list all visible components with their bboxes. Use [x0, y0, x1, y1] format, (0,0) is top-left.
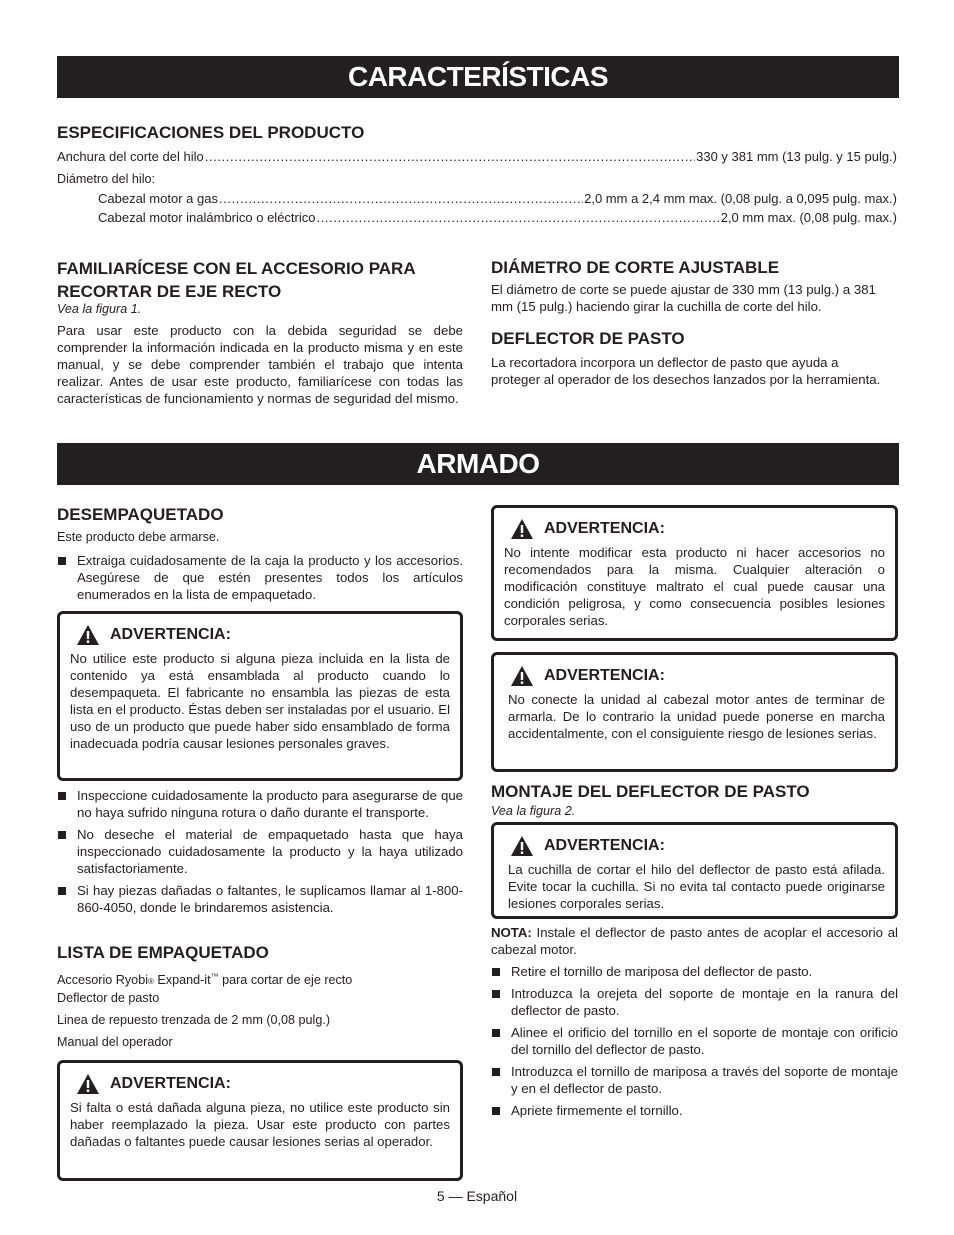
spec-label: Cabezal motor inalámbrico o eléctrico: [98, 210, 316, 225]
list-item: Introduzca el tornillo de mariposa a través del soporte de montaje y en el deflector de pasto.: [491, 1063, 898, 1097]
spec-row-cut-width: [57, 148, 897, 165]
warning-label: ADVERTENCIA:: [110, 626, 231, 643]
section-title-armado: ARMADO: [57, 443, 899, 485]
warning-label: ADVERTENCIA:: [544, 667, 665, 684]
warning-text: No intente modificar esta producto ni hacer accesorios no recomendados para la misma. Cualquier alteración o modificación constituye maltrato el cual puede causar una condición peligrosa, y como consecuencia posibles lesiones corporales serias.: [504, 545, 885, 628]
montaje-steps: [491, 963, 898, 1124]
warning-box: [57, 611, 463, 781]
desempaquetado-intro: Este producto debe armarse.: [57, 530, 220, 544]
leader-dots: [316, 209, 719, 226]
list-item: No deseche el material de empaquetado hasta que haya inspeccionado cuidadosamente la producto y la haya utilizado satisfactoriamente.: [57, 826, 463, 877]
deflector-heading: DEFLECTOR DE PASTO: [491, 329, 685, 348]
spec-value: 2,0 mm a 2,4 mm max. (0,08 pulg. a 0,095 pulg. max.): [584, 191, 897, 206]
warning-text: No utilice este producto si alguna pieza incluida en la lista de contenido ya está ensamblada al producto cuando lo desempaqueta. El fabricante no ensambla las piezas de esta lista en el producto. Éstas deben ser instaladas por el usuario. El uso de un producto que puede haber sido ensamblado de forma inadecuada podría causar lesiones personales graves.: [70, 651, 450, 751]
list-item: Alinee el orificio del tornillo en el soporte de montaje con orificio del tornillo del deflector de pasto.: [491, 1024, 898, 1058]
warning-box: [491, 822, 898, 919]
warning-label: ADVERTENCIA:: [544, 837, 665, 854]
section-title-caracteristicas: CARACTERÍSTICAS: [57, 56, 899, 98]
spec-label: Anchura del corte del hilo: [57, 149, 204, 164]
warning-box: [491, 652, 898, 772]
warning-label: ADVERTENCIA:: [110, 1075, 231, 1092]
list-item: Si hay piezas dañadas o faltantes, le suplicamos llamar al 1-800-860-4050, donde le brindaremos asistencia.: [57, 882, 463, 916]
lista-heading: LISTA DE EMPAQUETADO: [57, 943, 269, 962]
warning-triangle-icon: [510, 518, 534, 540]
warning-triangle-icon: [510, 835, 534, 857]
page-footer: 5 — Español: [436, 1188, 518, 1204]
nota-text: NOTA: Instale el deflector de pasto antes de acoplar el accesorio al cabezal motor.: [491, 925, 898, 957]
leader-dots: [219, 190, 583, 207]
desempaquetado-heading: DESEMPAQUETADO: [57, 505, 224, 524]
diametro-text: El diámetro de corte se puede ajustar de 330 mm (13 pulg.) a 381 mm (15 pulg.) haciendo girar la cuchilla de corte del hilo.: [491, 282, 876, 314]
spec-line-diameter-label: Diámetro del hilo:: [57, 172, 155, 186]
spec-value: 2,0 mm max. (0,08 pulg. max.): [720, 210, 897, 225]
lista-item: Manual del operador: [57, 1035, 173, 1049]
warning-text: Si falta o está dañada alguna pieza, no utilice este producto sin haber reemplazado la pieza. Usar este producto con partes dañadas o faltantes puede causar lesiones serias al operador.: [70, 1100, 450, 1149]
list-item: Inspeccione cuidadosamente la producto para asegurarse de que no haya sufrido ninguna rotura o daño durante el transporte.: [57, 787, 463, 821]
list-item: Apriete firmemente el tornillo.: [491, 1102, 898, 1119]
spec-row-gas: [98, 190, 897, 207]
inspection-list: [57, 787, 463, 921]
deflector-text: La recortadora incorpora un deflector de pasto que ayuda a proteger al operador de los desechos lanzados por la herramienta.: [491, 355, 881, 387]
spec-row-electric: [98, 209, 897, 226]
warning-triangle-icon: [510, 665, 534, 687]
spec-value: 330 y 381 mm (13 pulg. y 15 pulg.): [696, 149, 897, 164]
warning-text: La cuchilla de cortar el hilo del deflector de pasto está afilada. Evite tocar la cuchilla. Si no evita tal contacto puede originarse lesiones corporales serias.: [508, 862, 885, 911]
leader-dots: [205, 148, 695, 165]
warning-header: [510, 835, 885, 857]
warning-box: [491, 505, 898, 641]
warning-triangle-icon: [76, 624, 100, 646]
montaje-figure-ref: Vea la figura 2.: [491, 804, 576, 818]
lista-item: Accesorio Ryobi® Expand-it™ para cortar de eje recto: [57, 972, 353, 988]
lista-item: Deflector de pasto: [57, 991, 160, 1005]
montaje-heading: MONTAJE DEL DEFLECTOR DE PASTO: [491, 782, 810, 801]
warning-box: [57, 1060, 463, 1181]
diametro-heading: DIÁMETRO DE CORTE AJUSTABLE: [491, 258, 780, 277]
familiar-text: Para usar este producto con la debida seguridad se debe comprender la información indicada en la producto misma y en este manual, y se debe comprender también el trabajo que intenta realizar. Antes de usar este producto, familiarícese con todas las características de funcionamiento y normas de seguridad del mismo.: [57, 323, 463, 406]
list-item: Introduzca la orejeta del soporte de montaje en la ranura del deflector de pasto.: [491, 985, 898, 1019]
familiar-figure-ref: Vea la figura 1.: [57, 302, 142, 316]
warning-label: ADVERTENCIA:: [544, 520, 665, 537]
warning-header: [510, 518, 885, 540]
specs-heading: ESPECIFICACIONES DEL PRODUCTO: [57, 123, 365, 142]
warning-text: No conecte la unidad al cabezal motor antes de terminar de armarla. De lo contrario la unidad puede ponerse en marcha accidentalmente, con el consiguiente riesgo de lesiones serias.: [508, 692, 885, 741]
warning-header: [76, 1073, 450, 1095]
spec-label: Cabezal motor a gas: [98, 191, 218, 206]
familiar-heading: FAMILIARÍCESE CON EL ACCESORIO PARA RECORTAR DE EJE RECTO: [57, 259, 415, 301]
lista-item: Linea de repuesto trenzada de 2 mm (0,08 pulg.): [57, 1013, 331, 1027]
list-item: Retire el tornillo de mariposa del deflector de pasto.: [491, 963, 898, 980]
warning-header: [510, 665, 885, 687]
list-item: Extraiga cuidadosamente de la caja la producto y los accesorios. Asegúrese de que estén presentes todos los artículos enumerados en la lista de empaquetado.: [57, 552, 463, 603]
desempaquetado-list: [57, 552, 463, 608]
warning-header: [76, 624, 450, 646]
warning-triangle-icon: [76, 1073, 100, 1095]
